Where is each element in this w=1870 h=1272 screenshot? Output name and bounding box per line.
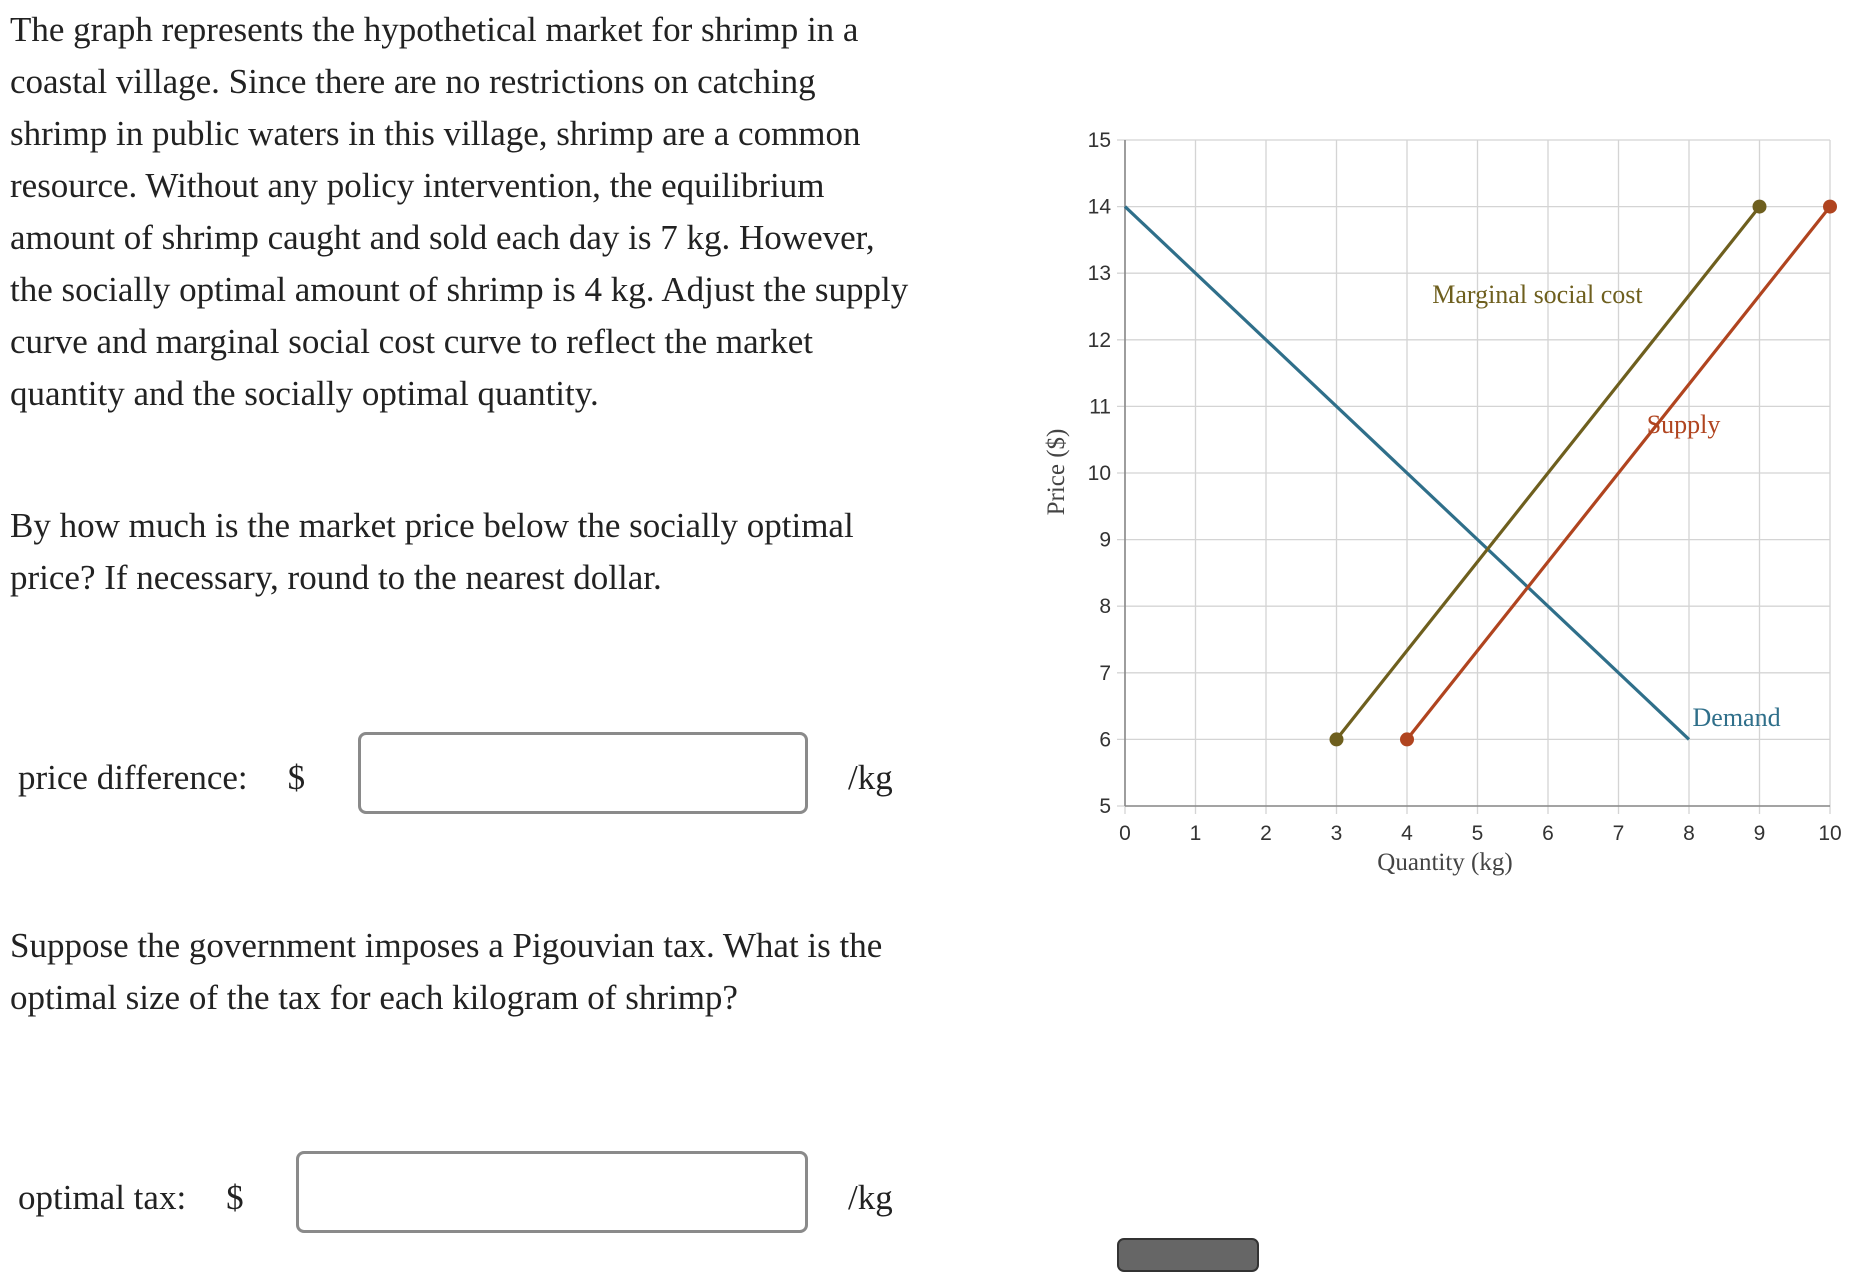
y-tick-label: 15 (1087, 129, 1111, 152)
y-tick-label: 9 (1099, 528, 1111, 552)
optimal-tax-label: optimal tax: (18, 1178, 187, 1217)
y-tick-label: 8 (1099, 595, 1111, 619)
x-tick-label: 4 (1401, 822, 1413, 845)
question-optimal-tax: Suppose the government imposes a Pigouvian tax. What is the optimal size of the tax for each kilogram of shrimp? (10, 926, 883, 1017)
optimal-tax-unit: /kg (848, 1178, 893, 1217)
y-tick-label: 5 (1099, 795, 1111, 818)
tick-labels (1088, 129, 1842, 845)
x-tick-label: 7 (1612, 822, 1625, 845)
question-price-difference: By how much is the market price below the socially optimal price? If necessary, round to the nearest dollar. (10, 506, 854, 597)
x-tick-label: 8 (1683, 822, 1695, 845)
marginal-social-cost-handle[interactable] (1330, 732, 1344, 746)
submit-button[interactable] (1117, 1238, 1259, 1272)
x-tick-label: 3 (1330, 822, 1343, 845)
price-difference-currency: $ (287, 758, 306, 797)
y-tick-label: 10 (1087, 462, 1111, 485)
y-tick-label: 11 (1089, 395, 1111, 419)
curve-labels (1432, 280, 1780, 732)
question-intro: The graph represents the hypothetical market for shrimp in a coastal village. Since there are no restrictions on catching shrimp in public waters in this village, shrimp are a common resource. Without any policy intervention, the equilibrium amount of shrimp caught and sold each day is 7 kg. However, the socially optimal amount of shrimp is 4 kg. Adjust the supply curve and marginal social cost curve to reflect the market quantity and the socially optimal quantity. (10, 10, 909, 413)
x-tick-label: 9 (1753, 822, 1766, 845)
x-tick-label: 0 (1119, 822, 1131, 845)
x-tick-label: 2 (1260, 822, 1272, 845)
price-difference-label: price difference: (18, 758, 248, 797)
optimal-tax-currency: $ (226, 1178, 244, 1217)
x-axis-title: Quantity (kg) (1377, 849, 1513, 876)
price-difference-row (18, 758, 305, 798)
y-tick-label: 12 (1087, 328, 1111, 352)
price-difference-input[interactable] (358, 732, 808, 814)
demand-label: Demand (1692, 703, 1781, 733)
marginal-social-cost-label: Marginal social cost (1432, 280, 1643, 310)
supply-handle[interactable] (1400, 732, 1414, 746)
marginal-social-cost-handle[interactable] (1753, 200, 1767, 214)
y-tick-label: 14 (1087, 195, 1111, 219)
x-tick-label: 10 (1818, 822, 1842, 845)
supply-handle[interactable] (1823, 200, 1837, 214)
optimal-tax-row (18, 1178, 244, 1218)
x-tick-label: 1 (1189, 822, 1202, 845)
optimal-tax-input[interactable] (296, 1151, 808, 1233)
price-difference-unit: /kg (848, 758, 893, 797)
supply-demand-chart[interactable] (1020, 110, 1860, 910)
supply-label: Supply (1646, 410, 1721, 440)
x-tick-label: 5 (1471, 822, 1484, 845)
y-tick-label: 7 (1099, 661, 1111, 685)
x-tick-label: 6 (1542, 822, 1554, 845)
y-tick-label: 6 (1099, 728, 1111, 752)
y-tick-label: 13 (1087, 262, 1111, 286)
y-axis-title: Price ($) (1043, 428, 1070, 516)
